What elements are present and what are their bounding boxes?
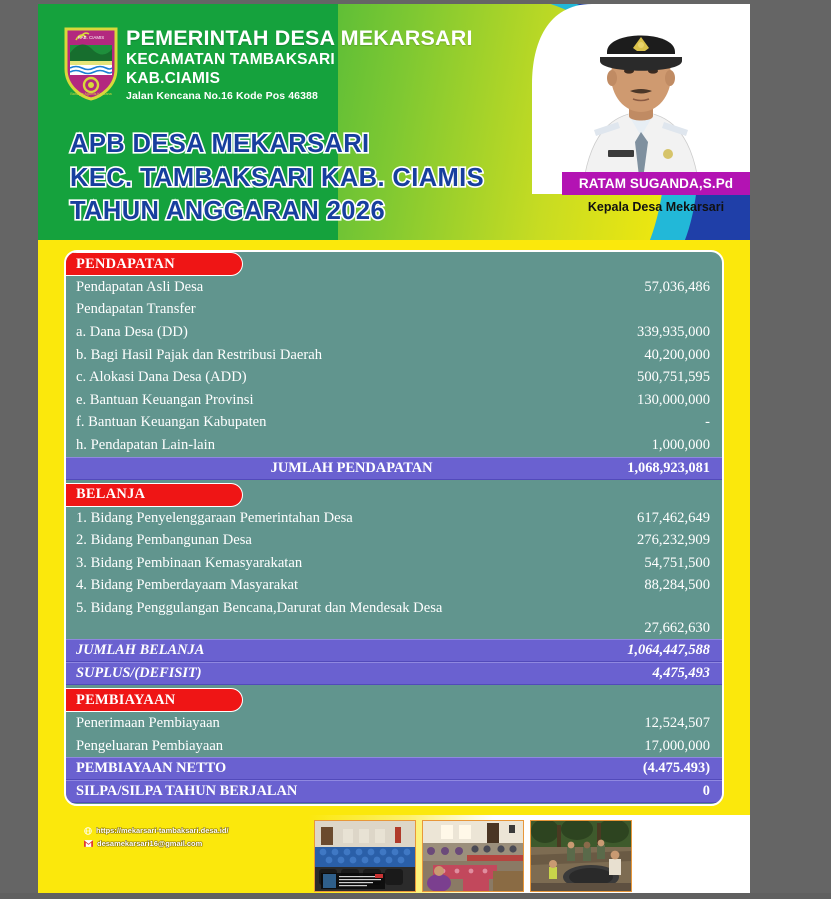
row-label: Pendapatan Asli Desa [76,278,204,295]
row-label: Penerimaan Pembiayaan [76,714,220,731]
title-line-3: TAHUN ANGGARAN 2026 [70,197,386,226]
section-heading-text: BELANJA [76,486,146,503]
total-label: SILPA/SILPA TAHUN BERJALAN [76,783,298,800]
budget-table [64,250,724,806]
table-row [66,575,722,598]
svg-text:Bahagia Agamis Kencana: Bahagia Agamis Kencana [70,92,112,96]
total-label: SUPLUS/(DEFISIT) [76,665,202,682]
official-name [562,172,750,195]
row-label: e. Bantuan Keuangan Provinsi [76,391,254,408]
svg-text:KAB. CIAMIS: KAB. CIAMIS [77,35,105,40]
total-value: (4.475.493) [642,760,710,777]
table-total-row [66,780,722,803]
total-value: 4,475,493 [652,665,710,682]
globe-icon [84,827,92,835]
section-header-row [66,688,722,712]
title-line-2: KEC. TAMBAKSARI KAB. CIAMIS [70,163,485,192]
total-value: 1,064,447,588 [627,642,710,659]
total-value: 0 [702,783,710,800]
row-value: 130,000,000 [637,391,710,408]
gmail-icon [84,840,93,847]
email-text: desamekarsari16@gmail.com [97,839,203,848]
org-name-line3: KAB.CIAMIS [126,70,221,88]
table-row [66,712,722,735]
title-line-1: APB DESA MEKARSARI [70,130,370,158]
total-label: JUMLAH PENDAPATAN [270,459,433,476]
website-line[interactable] [84,825,304,836]
row-value: 40,200,000 [644,346,710,363]
row-value: 88,284,500 [644,577,710,594]
total-label: JUMLAH BELANJA [76,642,205,659]
email-line[interactable] [84,838,304,849]
section-heading-text: PEMBIAYAAN [76,691,176,708]
footer-photo-strip [314,820,632,892]
row-label: 1. Bidang Penyelenggaraan Pemerintahan Desa [76,509,353,526]
official-role-text: Kepala Desa Mekarsari [587,199,725,214]
table-row [66,529,722,552]
kabupaten-ciamis-emblem [62,25,120,101]
photo-community-gathering [422,820,524,892]
row-label: h. Pendapatan Lain-lain [76,436,215,453]
row-label: 4. Bidang Pemberdayaam Masyarakat [76,577,299,594]
website-text: https://mekarsari-tambaksari.desa.id/ [96,826,229,835]
row-value: 617,462,649 [637,509,710,526]
table-total-row [66,662,722,685]
header-org-text [126,26,546,105]
row-value: 57,036,486 [644,278,710,295]
section-pill-pembiayaan [66,688,243,712]
row-label: Pendapatan Transfer [76,301,196,318]
table-row [66,299,722,322]
row-value: 17,000,000 [644,737,710,754]
row-value: - [705,414,710,431]
table-row [66,276,722,299]
table-row [66,597,722,639]
row-label: c. Alokasi Dana Desa (ADD) [76,369,247,386]
row-value: 1,000,000 [651,436,710,453]
row-value: 339,935,000 [637,323,710,340]
official-role [562,195,750,218]
section-header-row [66,483,722,507]
table-row [66,321,722,344]
table-row [66,552,722,575]
apb-desa-poster [38,4,750,897]
photo-road-construction-work [530,820,632,892]
section-heading-text: PENDAPATAN [76,255,175,272]
contact-info [84,825,304,851]
row-label: Pengeluaran Pembiayaan [76,737,224,754]
poster-title [70,128,570,229]
official-nameplate [562,172,750,218]
row-label: a. Dana Desa (DD) [76,323,188,340]
official-name-text: RATAM SUGANDA,S.Pd [578,176,734,191]
table-row [66,507,722,530]
table-row [66,434,722,457]
poster-header [38,4,750,240]
org-name-line1: PEMERINTAH DESA MEKARSARI [126,26,473,50]
section-pill-pendapatan [66,252,243,276]
table-row [66,735,722,758]
table-total-row [66,457,722,480]
photo-village-meeting-hall [314,820,416,892]
row-label: 2. Bidang Pembangunan Desa [76,532,252,549]
poster-body [38,240,750,815]
row-value: 12,524,507 [644,714,710,731]
org-address: Jalan Kencana No.16 Kode Pos 46388 [126,89,318,102]
table-row [66,344,722,367]
section-header-row [66,252,722,276]
total-label: PEMBIAYAAN NETTO [76,760,227,777]
poster-footer [38,815,750,897]
table-total-row [66,757,722,780]
table-row [66,366,722,389]
bottom-edge-strip [0,893,831,899]
row-value: 500,751,595 [637,369,710,386]
total-value: 1,068,923,081 [627,459,710,476]
row-label: 3. Bidang Pembinaan Kemasyarakatan [76,554,303,571]
row-value: 276,232,909 [637,532,710,549]
table-row [66,412,722,435]
table-row [66,389,722,412]
row-label: 5. Bidang Penggulangan Bencana,Darurat dan Mendesak Desa [76,600,443,617]
row-label: b. Bagi Hasil Pajak dan Restribusi Daerah [76,346,323,363]
org-name-line2: KECAMATAN TAMBAKSARI [126,51,335,69]
section-pill-belanja [66,483,243,507]
row-value: 27,662,630 [644,620,710,637]
row-value: 54,751,500 [644,554,710,571]
row-label: f. Bantuan Keuangan Kabupaten [76,414,267,431]
table-total-row [66,639,722,662]
